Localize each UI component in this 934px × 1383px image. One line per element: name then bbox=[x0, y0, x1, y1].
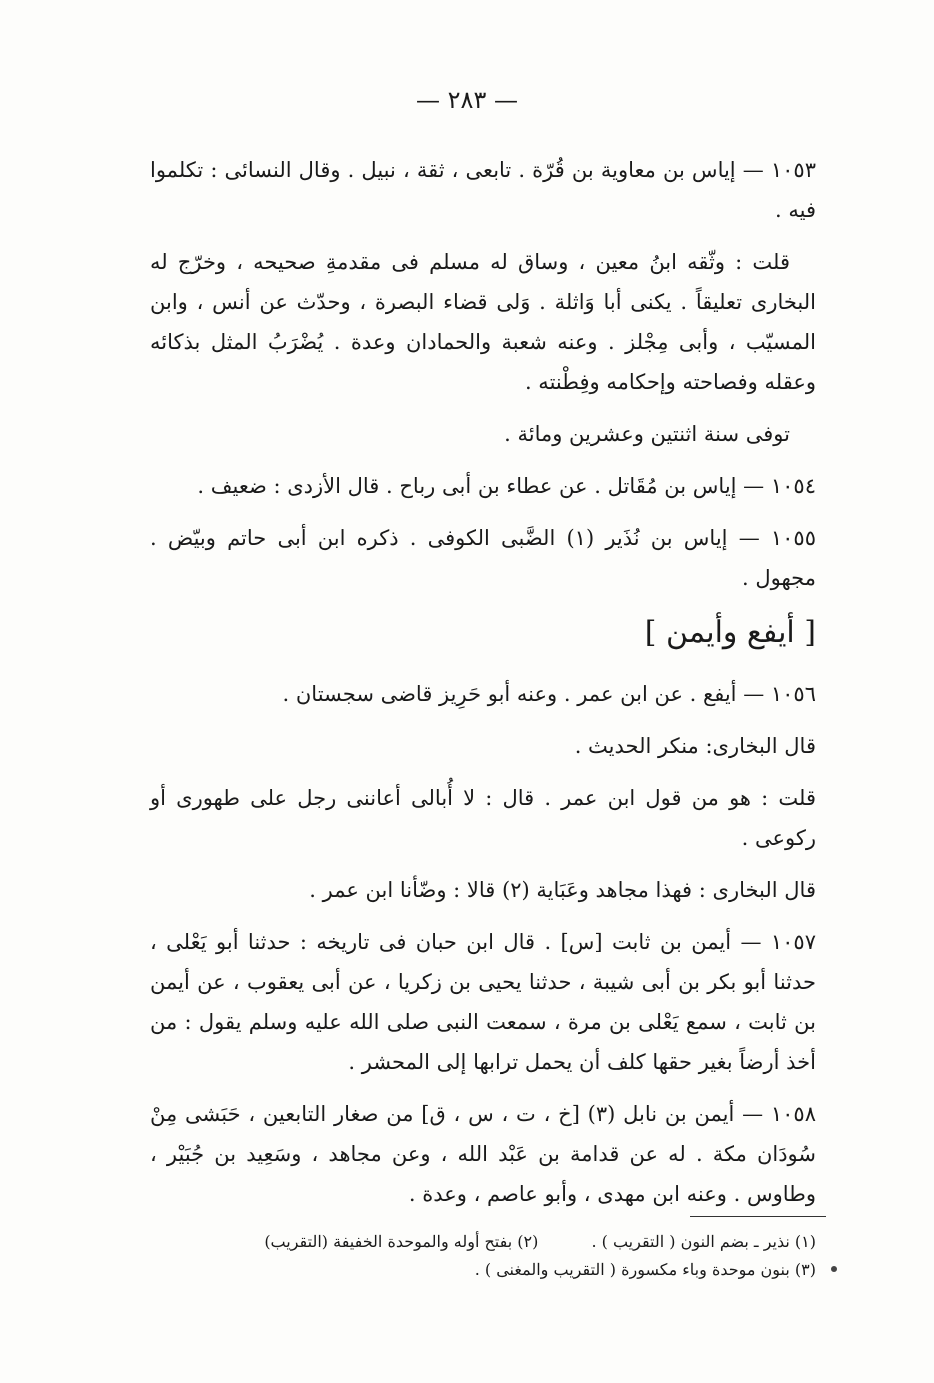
footnote-2: (٢) بفتح أوله والموحدة الخفيفة (التقريب) bbox=[264, 1232, 539, 1251]
entry-1055: ١٠٥٥ — إياس بن نُذَير (١) الضَّبى الكوفى . ذكره ابن أبى حاتم وبيّض . مجهول . bbox=[150, 526, 816, 590]
footnote-row bbox=[170, 1256, 816, 1284]
entry-1056-bukhari-2: قال البخارى : فهذا مجاهد وعَبَاية (٢) قالا : وضّأنا ابن عمر . bbox=[309, 878, 816, 902]
page-number: — ٢٨٣ — bbox=[416, 86, 518, 114]
entry-1057: ١٠٥٧ — أيمن بن ثابت [س] . قال ابن حبان فى تاريخه : حدثنا أبو يَعْلى ، حدثنا أبو بكر بن أبى شيبة ، حدثنا يحيى بن زكريا ، عن أبى يعقوب ، عن أيمن بن ثابت ، سمع يَعْلى بن مرة ، سمعت النبى صلى الله عليه وسلم يقول : من أخذ أرضاً بغير حقها كلف أن يحمل ترابها إلى المحشر . bbox=[150, 930, 816, 1074]
entry-1058: ١٠٥٨ — أيمن بن نابل (٣) [خ ، ت ، س ، ق] من صغار التابعين ، حَبَشى مِنْ سُودَان مكة . له عن قدامة بن عَبْد الله ، وعن مجاهد ، وسَعِيد بن جُبَيْر ، وطاوس . وعنه ابن مهدى ، وأبو عاصم ، وعدة . bbox=[150, 1102, 816, 1206]
footnote-row bbox=[170, 1228, 816, 1256]
scan-speck bbox=[831, 1266, 837, 1272]
entry-1053-death: توفى سنة اثنتين وعشرين ومائة . bbox=[504, 422, 790, 446]
main-text bbox=[150, 150, 816, 1226]
entry-1054: ١٠٥٤ — إياس بن مُقَاتل . عن عطاء بن أبى رباح . قال الأزدى : ضعيف . bbox=[197, 474, 816, 498]
entry-1056-commentary: قلت : هو من قول ابن عمر . قال : لا أُبالى أعاننى رجل على طهورى أو ركوعى . bbox=[150, 786, 816, 850]
footnote-divider bbox=[690, 1216, 826, 1217]
entry-1056: ١٠٥٦ — أيفع . عن ابن عمر . وعنه أبو حَرِيز قاضى سجستان . bbox=[282, 682, 816, 706]
entry-1053-commentary: قلت : وثّقه ابنُ معين ، وساق له مسلم فى مقدمةِ صحيحه ، وخرّج له البخارى تعليقاً . يكنى أبا وَاثلة . وَلى قضاء البصرة ، وحدّث عن أنس ، وابن المسيّب ، وأبى مِجْلز . وعنه شعبة والحمادان وعدة . يُضْرَبُ المثل بذكائه وعقله وفصاحته وإحكامه وفِطْنته . bbox=[150, 250, 816, 394]
footnote-3: (٣) بنون موحدة وباء مكسورة ( التقريب والمغنى ) . bbox=[474, 1260, 816, 1279]
footnotes bbox=[170, 1228, 816, 1284]
footnote-1: (١) نذير ـ بضم النون ( التقريب ) . bbox=[591, 1232, 816, 1251]
section-heading: [ أيفع وأيمن ] bbox=[644, 615, 816, 650]
entry-1056-bukhari: قال البخارى: منكر الحديث . bbox=[574, 734, 816, 758]
entry-1053: ١٠٥٣ — إياس بن معاوية بن قُرّة . تابعى ، ثقة ، نبيل . وقال النسائى : تكلموا فيه . bbox=[150, 158, 816, 222]
